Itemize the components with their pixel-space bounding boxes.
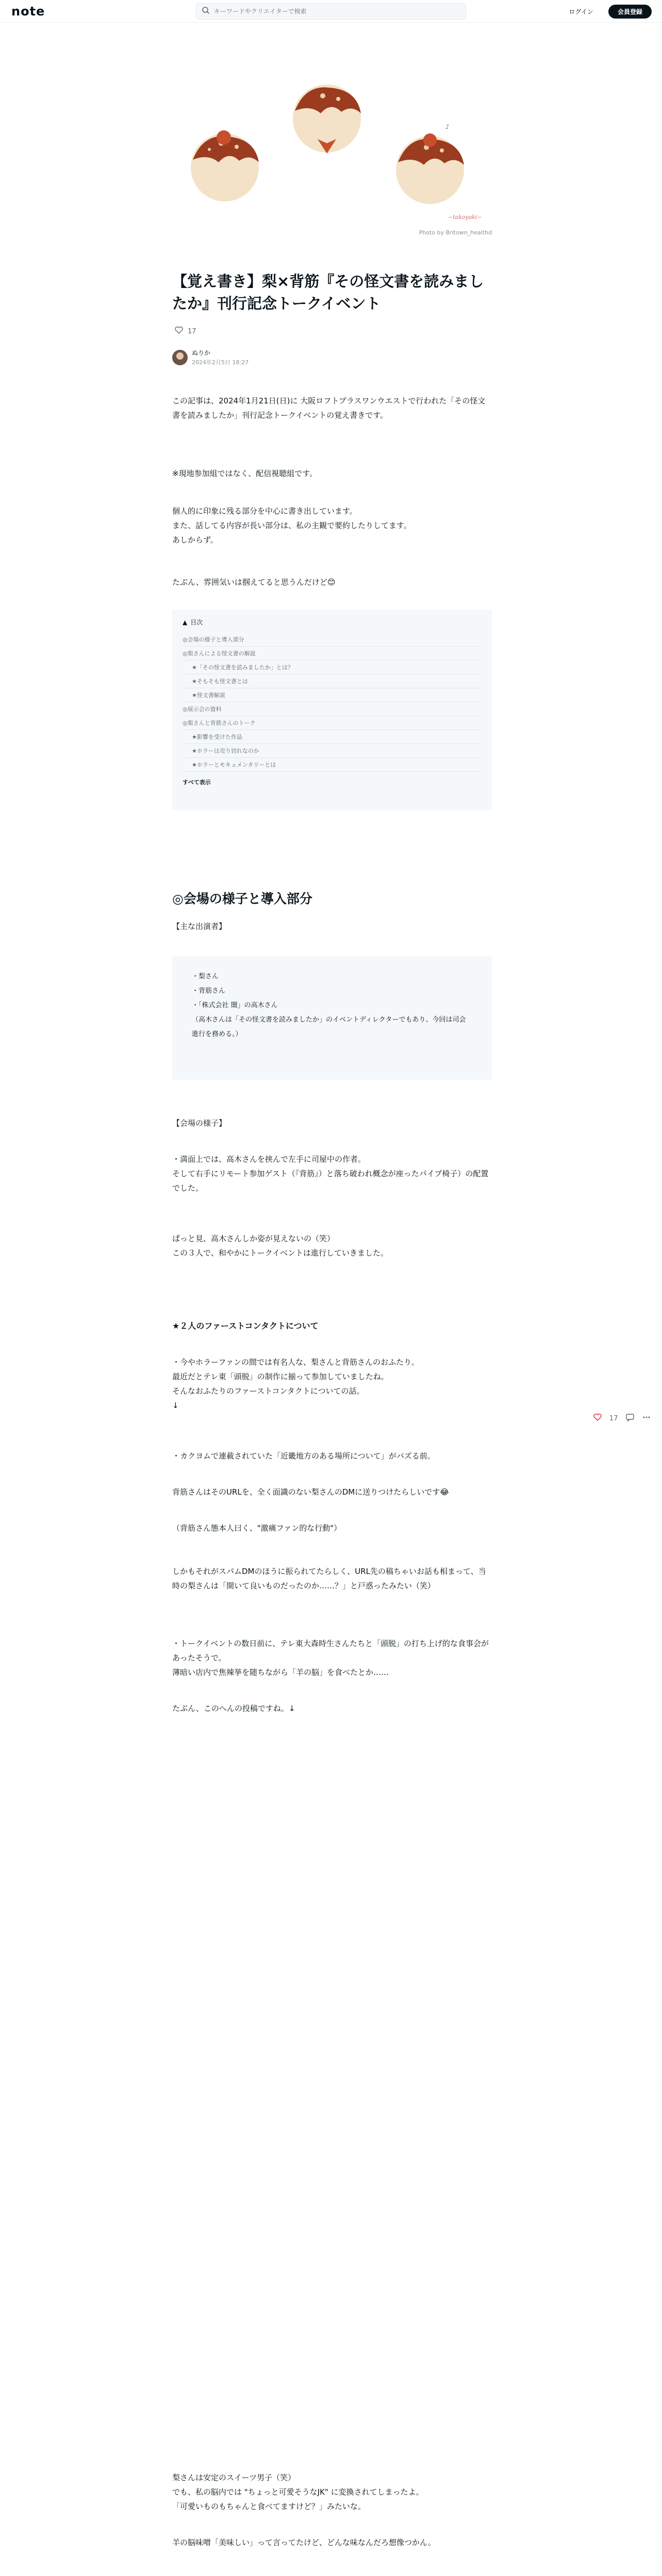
toc-item[interactable]: ★怪文書解説: [183, 688, 482, 702]
contact-line: （背筋さん態本人曰く、"激痛ファン的な行動"）: [172, 1523, 342, 1533]
embedded-post[interactable]: [172, 1752, 492, 2452]
toc-show-all-button[interactable]: すべて表示: [183, 779, 211, 786]
floating-like-count: 17: [609, 1414, 618, 1422]
like-heart-icon[interactable]: [593, 1413, 602, 1424]
contact-line: ・今やホラーファンの間では有名人な、梨さんと背筋さんのおふたり。: [172, 1358, 419, 1367]
contact-line: ↓: [172, 1401, 179, 1410]
cast-label: 【主な出演者】: [172, 922, 227, 931]
section-heading: ◎会場の様子と導入部分: [172, 891, 312, 906]
after-line: でも、私の脳内では "ちょっと可愛そうなJK" に変換されてしまったよ。: [172, 2487, 424, 2497]
author-block[interactable]: [172, 348, 249, 366]
venue-line: ぱっと見、高木さんしか姿が見えないの（笑）: [172, 1234, 335, 1243]
toc-heading: 目次: [190, 619, 203, 626]
toc-item[interactable]: ◎梨さんによる怪文書の解説: [183, 647, 482, 660]
top-navigation-bar: [0, 0, 662, 23]
toc-item[interactable]: ◎会場の様子と導入部分: [183, 633, 482, 647]
table-of-contents: [172, 609, 492, 810]
article-title: 【覚え書き】梨×背筋『その怪文書を読みましたか』刊行記念トークイベント: [172, 273, 484, 312]
cast-item: ・梨さん: [192, 973, 219, 980]
contact-line: 最近だとテレ東「頭脱」の制作に揃って参加していましたね。: [172, 1372, 389, 1381]
hero-caption: Photo by Britown_healthd: [419, 229, 492, 236]
intro-line: たぶん、雰囲気いは掴えてると思うんだけど😊: [172, 578, 336, 587]
svg-text:~takoyaki~: ~takoyaki~: [448, 214, 482, 221]
search-input[interactable]: [214, 8, 461, 15]
svg-text:♪: ♪: [445, 123, 450, 130]
search-box[interactable]: [196, 3, 466, 20]
toc-item[interactable]: ★ホラーとモキュメンタリーとは: [183, 758, 482, 772]
after-line: 梨さんは安定のスイーツ男子（笑）: [172, 2473, 296, 2482]
cast-item: ・背筋さん: [192, 987, 226, 995]
floating-action-bar: [593, 1413, 651, 1424]
toc-item[interactable]: ◎展示会の資料: [183, 702, 482, 716]
search-icon: [202, 6, 210, 16]
login-button[interactable]: ログイン: [563, 5, 599, 18]
intro-text: この記事は、2024年1月21日(日)に 大阪ロフトプラスワンウエストで行われた「その怪文書を読みましたか」刊行記念トークイベントの覚え書きです。: [172, 396, 486, 420]
contact-line: 背筋さんはそのURLを、全く面識のない梨さんのDMに送りつけたらしいです😂: [172, 1487, 449, 1497]
contact-line: ・トークイベントの数日前に、テレ東大森時生さんたちと「頭脱」の打ち上げ的な食事会があったそうで。: [172, 1639, 489, 1663]
intro-line: 個人的に印象に残る部分を中心に書き出しています。: [172, 506, 357, 516]
contact-line: しかもそれがスパムDMのほうに振られてたらしく、URL先の稿ちゃいお話も相まって、当時の梨さんは「開いて良いものだったのか……？」と戸惑ったみたい（笑）: [172, 1567, 486, 1590]
like-count: 17: [188, 327, 196, 335]
toc-header[interactable]: [183, 618, 482, 626]
signup-button[interactable]: 会員登録: [608, 5, 652, 19]
after-line: 羊の脳味噌「美味しい」って言ってたけど、どんな味なんだろ想像つかん。: [172, 2538, 436, 2547]
toc-item[interactable]: ★そもそも怪文書とは: [183, 674, 482, 688]
author-avatar[interactable]: [172, 350, 188, 365]
like-row[interactable]: [174, 326, 196, 337]
post-date: 2024年2月5日 18:27: [192, 359, 249, 366]
cast-box: [172, 956, 492, 1080]
contact-line: たぶん、このへんの投稿ですね。↓: [172, 1704, 295, 1713]
intro-line: あしからず。: [172, 535, 218, 545]
contact-line: 薄暗い店内で焦辣挙を随ちながら「羊の脳」を食べたとか……: [172, 1668, 389, 1677]
cast-item: （高木さんは「その怪文書を読みましたか」のイベントディレクターでもあり、今回は司会進行を務める。）: [192, 1016, 466, 1038]
venue-line: この３人で、和やかにトークイベントは進行していきました。: [172, 1248, 388, 1258]
subsection-heading: ★２人のファーストコンタクトについて: [172, 1321, 319, 1331]
more-options-icon[interactable]: [642, 1413, 651, 1424]
intro-line: また、話してる内容が長い部分は、私の主観で要約したりしてます。: [172, 521, 411, 530]
contact-line: ・カクヨムで連載されていた「近畿地方のある場所について」がバズる前。: [172, 1451, 435, 1461]
cast-item: ・「株式会社 闇」の高木さん: [192, 1002, 278, 1009]
comment-icon[interactable]: [625, 1413, 635, 1424]
venue-label: 【会場の様子】: [172, 1118, 227, 1128]
heart-icon[interactable]: [174, 326, 184, 337]
hero-image: [172, 62, 492, 237]
venue-line: ・満面上では、高木さんを挟んで左手に司屋中の作者。: [172, 1155, 366, 1164]
toc-item[interactable]: ★「その怪文書を読みましたか」とは？: [183, 660, 482, 674]
intro-note: ※現地参加組ではなく、配信視聴組です。: [172, 469, 318, 478]
toc-item[interactable]: ★ホラーは売り切れなのか: [183, 744, 482, 758]
intro-paragraph: [172, 394, 492, 422]
contact-line: そんなおふたりのファーストコンタクトについての話。: [172, 1386, 365, 1396]
chevron-up-icon: ▲: [183, 618, 188, 626]
after-line: 「可愛いものもちゃんと食べてますけど？」みたいな。: [172, 2502, 366, 2511]
venue-line: そして右手にリモート参加ゲスト（『背筋』）と落ち破われ概念が座ったパイプ椅子）の配置でした。: [172, 1169, 489, 1193]
author-name[interactable]: ぬりか: [192, 349, 211, 357]
note-logo[interactable]: note: [11, 4, 45, 19]
toc-item[interactable]: ◎梨さんと背筋さんのトーク: [183, 716, 482, 730]
toc-item[interactable]: ★影響を受けた作品: [183, 730, 482, 744]
